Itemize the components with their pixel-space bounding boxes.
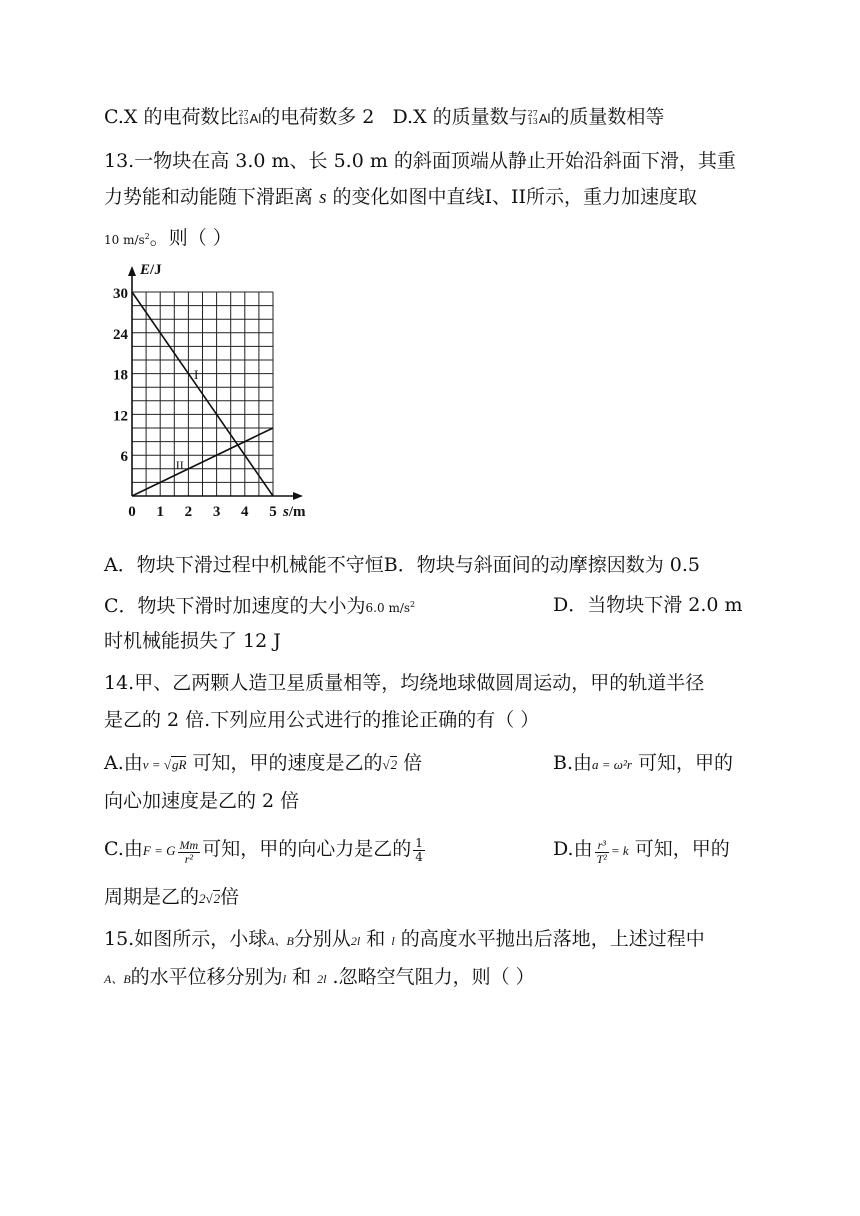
x-tick-label: 5 [269, 504, 277, 520]
q13-option-c: C．物块下滑时加速度的大小为6.0 $m/s^2$ [104, 595, 416, 617]
x-tick-label: 4 [241, 504, 249, 520]
chart-axes [128, 266, 303, 500]
kepler-formula: $\frac{\text{r³}}{\text{T²}}$ = k [596, 837, 629, 866]
energy-distance-chart [100, 262, 320, 522]
x-axis-label: s/m [283, 504, 306, 520]
q14-option-c: C.由F = G $\frac{Mm}{\text{r²}}$ 可知，甲的向心力是乙的 $\frac{1}{4}$ [104, 835, 423, 866]
x-tick-label: 2 [184, 504, 193, 520]
y-axis-label: E/J [140, 262, 162, 278]
q13-stem-line1: 13.一物块在高 3.0 m、长 5.0 m 的斜面顶端从静止开始沿斜面下滑，其重 [104, 150, 736, 172]
q13-option-b: B．物块与斜面间的动摩擦因数为 0.5 [383, 554, 700, 576]
q13-option-d: D．当物块下滑 2.0 m [553, 594, 743, 616]
q14-option-d: D.由 $\frac{\text{r³}}{\text{T²}}$ = k 可知，甲的 [553, 837, 730, 866]
series-label-II: II [175, 457, 184, 472]
q12-option-d-text: D.X 的质量数与 [392, 106, 528, 128]
y-tick-label: 30 [113, 286, 128, 302]
acceleration-formula: a = ω²r [592, 757, 632, 772]
q12-options-line: C.X 的电荷数比27 13Al的电荷数多 2 D.X 的质量数与27 13Al的质量数相等 [104, 104, 664, 132]
q13-option-a: A．物块下滑过程中机械能不守恒 [104, 554, 384, 576]
x-tick-label: 1 [156, 504, 164, 520]
al27-isotope: 27 13Al [527, 109, 551, 126]
q14-option-b: B.由a = ω²r 可知，甲的 [553, 752, 733, 774]
g-value: 10 $m/s^2$ [104, 232, 150, 247]
q15-stem-line2: A、B的水平位移分别为l 和 2l .忽略空气阻力，则（ ） [104, 966, 535, 988]
q12-option-c-text: C.X 的电荷数比 [104, 106, 239, 128]
x-axis-arrow-icon [293, 492, 303, 500]
q14-stem-line1: 14.甲、乙两颗人造卫星质量相等，均绕地球做圆周运动，甲的轨道半径 [104, 672, 705, 694]
q13-stem-line2: 力势能和动能随下滑距离 s 的变化如图中直线I、II所示，重力加速度取 [104, 186, 698, 208]
q13-stem-line3: 10 $m/s^2$。则（ ） [104, 227, 232, 249]
x-tick-label: 3 [212, 504, 221, 520]
y-tick-label: 6 [120, 449, 128, 466]
q13-options-ab [104, 552, 700, 578]
velocity-formula: v = √gR [142, 757, 187, 772]
series-label-I: I [194, 367, 199, 383]
x-tick-label: 0 [128, 504, 136, 520]
one-quarter-fraction: $\frac{1}{4}$ [415, 835, 423, 864]
y-tick-label: 24 [113, 326, 128, 343]
al27-isotope: 27 13Al [238, 109, 262, 126]
q14-stem-line2: 是乙的 2 倍.下列应用公式进行的推论正确的有（ ） [104, 709, 540, 731]
q14-option-b-cont: 向心加速度是乙的 2 倍 [104, 790, 300, 812]
y-axis-arrow-icon [128, 266, 136, 276]
force-formula: F = G $\frac{Mm}{\text{r²}}$ [142, 837, 199, 866]
q15-stem-line1: 15.如图所示，小球A、B分别从2l 和 l 的高度水平抛出后落地，上述过程中 [104, 928, 705, 950]
q14-option-a: A.由v = √gR 可知，甲的速度是乙的√2 倍 [104, 752, 423, 774]
acceleration-value: 6.0 $m/s^2$ [365, 600, 416, 615]
y-tick-label: 18 [113, 367, 128, 384]
y-tick-label: 12 [113, 408, 128, 425]
q14-option-d-cont: 周期是乙的2√2倍 [104, 886, 240, 908]
chart-labels [113, 262, 306, 520]
q13-option-d-cont: 时机械能损失了 12 J [104, 630, 281, 652]
